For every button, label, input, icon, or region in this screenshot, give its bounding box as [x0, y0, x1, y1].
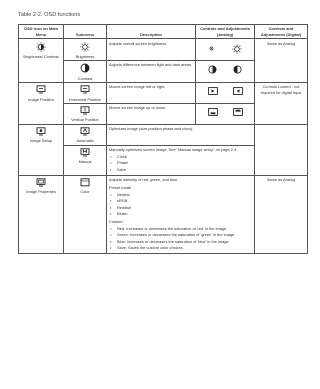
- header-controls-analog: Controls and Adjustments (Analog): [196, 25, 255, 39]
- monitor-arrows-icon: [36, 85, 46, 94]
- menu-cell: [19, 175, 64, 253]
- list-item: • Red: Increases or decreases the saturation of 'red' in the image.: [109, 226, 252, 231]
- manual-adjust-icon: [80, 148, 90, 157]
- submenu-cell: [64, 124, 107, 145]
- header-submenu: Submenu: [64, 25, 107, 39]
- move-up-icon: [233, 108, 243, 117]
- table-row: [19, 175, 308, 253]
- description-cell: Adjusts overall screen brightness: [107, 39, 196, 61]
- digital-cell: [255, 124, 308, 175]
- move-left-icon: [208, 87, 218, 96]
- menu-cell: [19, 39, 64, 83]
- menu-label: Image Setup: [29, 138, 53, 144]
- auto-adjust-icon: [80, 127, 90, 136]
- custom-heading: Custom:: [109, 219, 124, 225]
- header-description: Description: [107, 25, 196, 39]
- digital-cell: Same as Analog: [255, 39, 308, 83]
- monitor-vertical-icon: [80, 106, 90, 115]
- submenu-cell: [64, 61, 107, 83]
- description-cell: Moves screen image left or right.: [107, 83, 196, 104]
- custom-list: [109, 226, 252, 250]
- table-row: [19, 124, 308, 145]
- table-row: [19, 39, 308, 61]
- preset-list: [109, 192, 252, 216]
- list-item: • Blue: Increases or decreases the saturation of 'blue' in the image.: [109, 239, 252, 244]
- list-item: • Neutral: [109, 192, 252, 197]
- list-item: • Bluish: [109, 211, 252, 216]
- controls-cell: [196, 39, 255, 61]
- header-icon-menu: OSD Icon on Main Menu: [19, 25, 64, 39]
- submenu-label: Contrast: [77, 75, 93, 81]
- submenu-label: Brightness: [75, 53, 95, 59]
- list-item: • Save: [109, 167, 252, 172]
- menu-label: Image Position: [28, 96, 54, 102]
- monitor-setup-icon: [36, 127, 46, 136]
- submenu-cell: [64, 175, 107, 253]
- controls-cell: [196, 61, 255, 83]
- list-item: • Phase: [109, 160, 252, 165]
- sun-icon: [80, 42, 90, 52]
- manual-options-list: [109, 154, 252, 172]
- digital-cell: Same as Analog: [255, 175, 308, 253]
- table-caption: Table 2-2. OSD functions: [18, 12, 81, 18]
- move-down-icon: [208, 108, 218, 117]
- menu-cell: [19, 83, 64, 125]
- contrast-circle-icon: [80, 63, 90, 73]
- color-box-icon: [80, 178, 90, 187]
- sun-small-icon: [208, 45, 215, 53]
- description-cell: [107, 145, 255, 175]
- color-intro: Adjusts intensity of red, green, and blue.: [109, 177, 179, 182]
- manual-description: Manually optimizes screen image. See "Manual image setup" on page 2-4.: [109, 147, 238, 153]
- description-cell: Moves screen image up or down.: [107, 103, 196, 124]
- move-right-icon: [233, 87, 243, 96]
- submenu-cell: [64, 145, 107, 175]
- list-item: • Green: Increases or decreases the saturation of 'green' in the image.: [109, 232, 252, 237]
- list-item: • Reddish: [109, 205, 252, 210]
- controls-cell: [196, 103, 255, 124]
- submenu-cell: [64, 39, 107, 61]
- submenu-label: Vertical Position: [71, 117, 99, 123]
- sun-large-icon: [232, 44, 242, 55]
- list-item: • Clock: [109, 154, 252, 159]
- submenu-cell: [64, 83, 107, 104]
- submenu-label: Automatic: [76, 138, 94, 144]
- digital-cell: Controls Locked - not required for digital input: [255, 83, 308, 125]
- menu-label: Brightness/ Contrast: [23, 53, 59, 59]
- submenu-label: Color: [80, 189, 90, 195]
- submenu-cell: [64, 103, 107, 124]
- submenu-label: Manual: [78, 159, 92, 165]
- submenu-label: Horizontal Position: [68, 96, 102, 102]
- contrast-low-icon: [208, 65, 217, 75]
- menu-cell: [19, 124, 64, 175]
- menu-label: Image Properties: [26, 189, 56, 195]
- controls-cell: [196, 83, 255, 104]
- osd-functions-table: [18, 24, 308, 254]
- monitor-horizontal-icon: [80, 85, 90, 94]
- description-cell: Adjusts difference between light and dark areas: [107, 61, 196, 83]
- table-row: [19, 83, 308, 104]
- preset-heading: Preset mode: [109, 185, 132, 191]
- monitor-color-icon: [36, 178, 46, 187]
- description-cell: Optimizes image (size,position,phase and clock).: [107, 124, 255, 145]
- contrast-high-icon: [233, 65, 242, 75]
- list-item: • Save: Saves the custom color choices.: [109, 245, 252, 250]
- header-row: [19, 25, 308, 39]
- header-controls-digital: Controls and Adjustments (Digital): [255, 25, 308, 39]
- description-cell: [107, 175, 255, 253]
- sun-half-icon: [36, 42, 46, 52]
- list-item: • sRGB: [109, 198, 252, 203]
